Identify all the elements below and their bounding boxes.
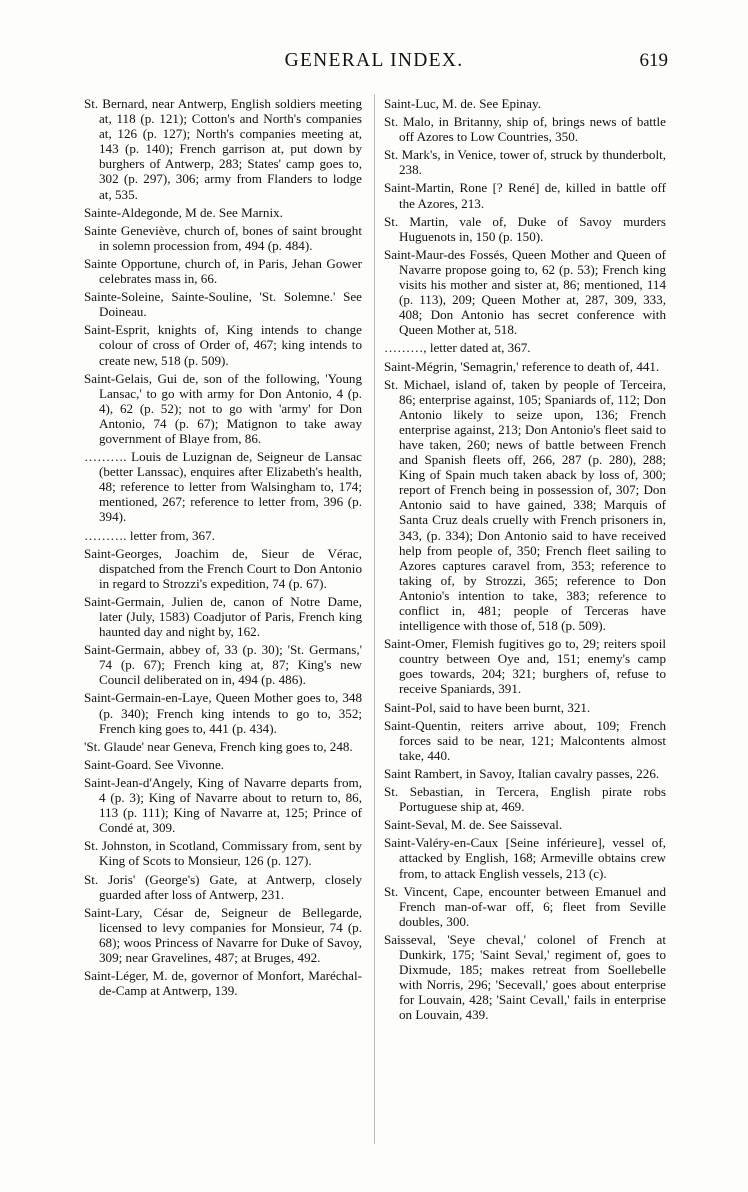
index-entry: St. Bernard, near Antwerp, English soldiers meeting at, 118 (p. 121); Cotton's and North's companies at, 126 (p. 127); North's companies meeting at, 143 (p. 140); French garrison at, put down by burghers of Antwerp, 283; States' camp goes to, 302 (p. 297), 306; army from Flanders to lodge at, 535.	[84, 96, 362, 202]
index-entry: Saint-Mégrin, 'Semagrin,' reference to death of, 441.	[384, 358, 660, 374]
index-entry: Saint-Gelais, Gui de, son of the following, 'Young Lansac,' to go with army for Don Antonio, 4 (p. 4), 62 (p. 52); not to go with 'army' for Don Antonio, 74 (p. 67); Matignon to take away government of Blaye from, 86.	[84, 370, 362, 446]
index-entry: ………. letter from, 367.	[84, 527, 215, 543]
index-entry: Saint-Quentin, reiters arrive about, 109; French forces said to be near, 121; Malcontents almost take, 440.	[384, 717, 666, 763]
index-entry: St. Sebastian, in Tercera, English pirate robs Portuguese ship at, 469.	[384, 784, 666, 815]
right-column	[384, 96, 666, 1025]
index-entry: Saint-Georges, Joachim de, Sieur de Vérac, dispatched from the French Court to Don Antonio in regard to Strozzi's expedition, 74 (p. 67).	[84, 545, 362, 591]
index-entry: Sainte-Aldegonde, M de. See Marnix.	[84, 204, 283, 220]
index-entry: Saint-Goard. See Vivonne.	[84, 756, 225, 772]
index-entry: Saint-Germain, Julien de, canon of Notre Dame, later (July, 1583) Coadjutor of Paris, French king haunted day and night by, 162.	[84, 593, 362, 640]
page-number: 619	[639, 50, 668, 71]
index-entry: 'St. Glaude' near Geneva, French king goes to, 248.	[84, 738, 353, 754]
index-entry: Saint-Seval, M. de. See Saisseval.	[384, 817, 563, 833]
page-header	[0, 48, 748, 78]
index-entry: Saint-Omer, Flemish fugitives go to, 29; reiters spoil country between Oye and, 151; enemy's camp goes towards, 204; 321; burghers of, refuse to receive Spaniards, 391.	[384, 636, 666, 697]
index-entry: Saisseval, 'Seye cheval,' colonel of French at Dunkirk, 175; 'Saint Seval,' regiment of, goes to Dixmude, 185; makes retreat from Soellebelle with Norris, 296; 'Secevall,' goes about enterprise for Louvain, 428; 'Saint Cevall,' fails in enterprise on Louvain, 439.	[384, 931, 666, 1023]
index-entry: Saint-Esprit, knights of, King intends to change colour of cross of Order of, 467; king intends to create new, 518 (p. 509).	[84, 322, 362, 368]
index-entry: St. Vincent, Cape, encounter between Emanuel and French man-of-war off, 6; fleet from Seville doubles, 300.	[384, 883, 666, 929]
index-entry: Saint-Luc, M. de. See Epinay.	[384, 96, 541, 111]
left-column	[84, 96, 362, 1001]
index-entry: Saint-Germain-en-Laye, Queen Mother goes to, 348 (p. 340); French king intends to go to, 352; French king goes to, 441 (p. 434).	[84, 690, 362, 736]
index-entry: Saint-Léger, M. de, governor of Monfort, Maréchal-de-Camp at Antwerp, 139.	[84, 968, 362, 999]
index-entry: Sainte Geneviève, church of, bones of saint brought in solemn procession from, 494 (p. 484).	[84, 222, 362, 253]
index-entry: Saint Rambert, in Savoy, Italian cavalry passes, 226.	[384, 765, 660, 781]
index-entry: St. Joris' (George's) Gate, at Antwerp, closely guarded after loss of Antwerp, 231.	[84, 871, 362, 902]
index-entry: Saint-Jean-d'Angely, King of Navarre departs from, 4 (p. 3); King of Navarre about to return to, 86, 113 (p. 111); King of Navarre at, 125; Prince of Condé at, 309.	[84, 774, 362, 836]
index-entry: Sainte Opportune, church of, in Paris, Jehan Gower celebrates mass in, 66.	[84, 255, 362, 287]
index-entry: St. Johnston, in Scotland, Commissary from, sent by King of Scots to Monsieur, 126 (p. 127).	[84, 838, 362, 869]
index-entry: St. Martin, vale of, Duke of Savoy murders Huguenots in, 150 (p. 150).	[384, 213, 666, 244]
index-entry: Saint-Germain, abbey of, 33 (p. 30); 'St. Germans,' 74 (p. 67); French king at, 87; King's new Council deliberated on in, 494 (p. 486).	[84, 642, 362, 688]
index-entry: Saint-Pol, said to have been burnt, 321.	[384, 699, 591, 715]
index-entry: Saint-Martin, Rone [? René] de, killed in battle off the Azores, 213.	[384, 180, 666, 211]
index-entry: Saint-Maur-des Fossés, Queen Mother and Queen of Navarre propose going to, 62 (p. 53); French king visits his mother and sister at, 86; mentioned, 114 (p. 113), 209; Queen Mother at, 287, 309, 333, 408; Don Antonio has secret conference with Queen Mother at, 518.	[384, 246, 666, 338]
index-entry: St. Mark's, in Venice, tower of, struck by thunderbolt, 238.	[384, 147, 666, 178]
running-title: GENERAL INDEX.	[284, 50, 464, 71]
index-entry: Saint-Lary, César de, Seigneur de Bellegarde, licensed to levy companies for Monsieur, 74 (p. 68); woos Princess of Navarre for Duke of Savoy, 309; near Gravelines, 487; at Bruges, 492.	[84, 904, 362, 965]
index-entry: Saint-Valéry-en-Caux [Seine inférieure], vessel of, attacked by English, 168; Armeville obtains crew from, to attack English vessels, 213 (c).	[384, 835, 666, 881]
column-divider	[374, 94, 375, 1144]
index-entry: St. Malo, in Britanny, ship of, brings news of battle off Azores to Low Countries, 350.	[384, 114, 666, 145]
index-entry: Sainte-Soleine, Sainte-Souline, 'St. Solemne.' See Doineau.	[84, 289, 362, 320]
index-entry: ………. Louis de Luzignan de, Seigneur de Lansac (better Lanssac), enquires after Elizabeth's health, 48; reference to letter from Walsingham to, 174; mentioned, 267; reference to letter from, 396 (p. 394).	[84, 449, 362, 525]
index-entry: ………, letter dated at, 367.	[384, 340, 531, 356]
index-entry: St. Michael, island of, taken by people of Terceira, 86; enterprise against, 105; Spaniards of, 112; Don Antonio likely to seize upon, 136; French enterprise against, 213; Don Antonio's fleet said to have taken, 260; news of battle between French and Spanish fleets off, 266, 287 (p. 280), 288; King of Spain much taken aback by loss of, 300; report of French being in possession of, 307; Don Antonio said to have gained, 338; Marquis of Santa Cruz deals cruelly with French prisoners in, 343, (p. 334); Don Antonio said to have received help from people of, 350; French fleet sailing to Azores captures caravel from, 353; reference to taking of, by Strozzi, 365; reference to Don Antonio's intention to take, 383; reference to conflict in, 481; people of Terceras have intelligence with those of, 518 (p. 509).	[384, 376, 666, 634]
